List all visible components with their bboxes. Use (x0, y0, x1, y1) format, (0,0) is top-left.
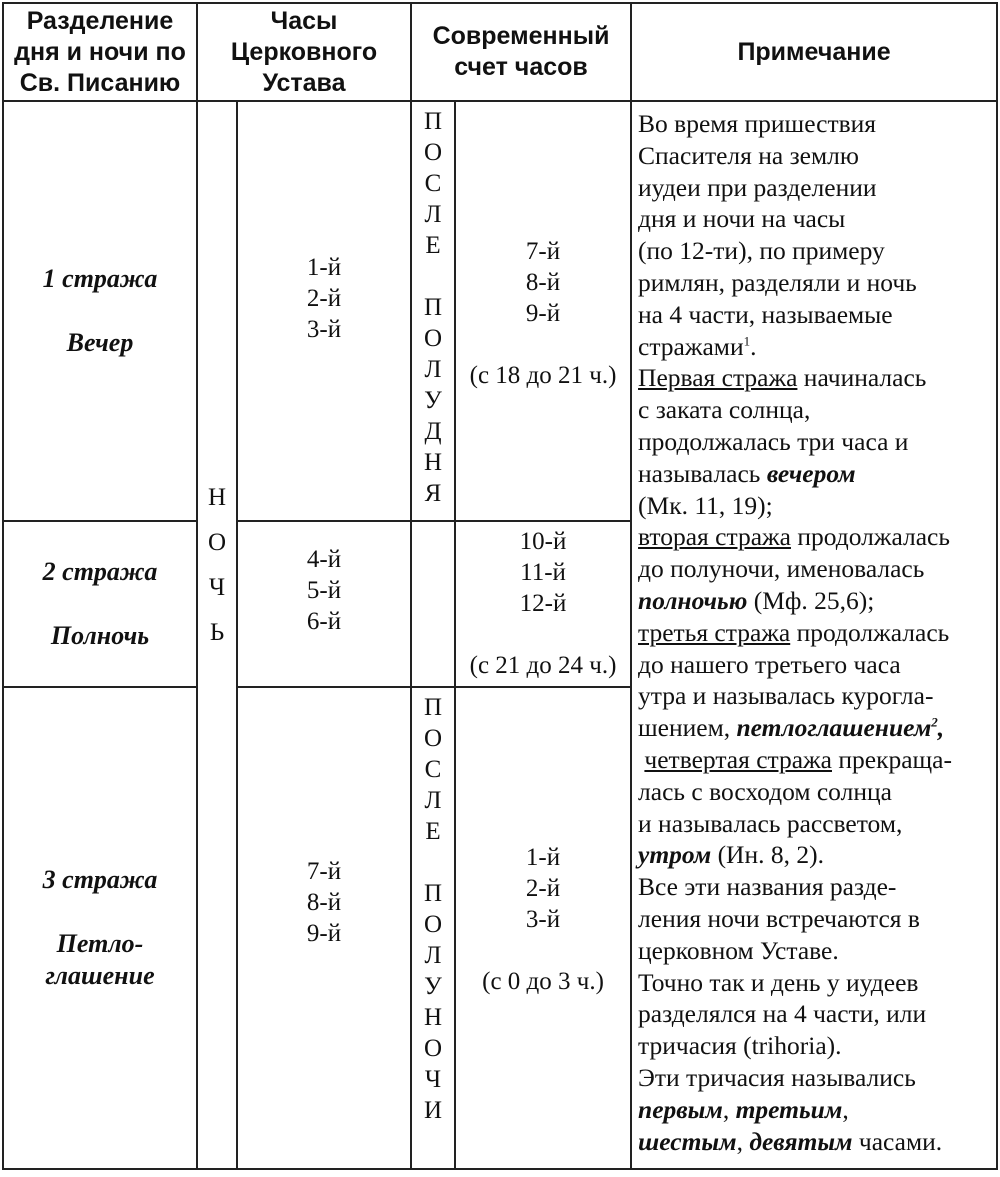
modern-hours-cell: 10-й 11-й 12-й (с 21 до 24 ч.) (455, 521, 631, 687)
modern-hours-cell: 7-й 8-й 9-й (с 18 до 21 ч.) (455, 101, 631, 521)
header-row (3, 3, 997, 101)
note-cell: Во время пришествия Спасителя на землю иудеи при разделении дня и ночи на часы (по 12-ти), по примеру римлян, разделяли и ночь на 4 части, называемые стражами$^1$. Первая стража начиналась с заката солнца, продолжалась три часа и называлась вечером (Мк. 11, 19); вторая стража продолжалась до полуночи, именовалась полночью (Мф. 25,6); третья стража продолжалась до нашего третьего часа утра и называлась курогла- шением, петлоглашением$^2$, четвертая стража прекраща- лась с восходом солнца и называлась рассветом, утром (Ин. 8, 2). Все эти названия разде- ления ночи встречаются в церковном Уставе. Точно так и день у иудеев разделялся на 4 части, или тричасия (trihoria). Эти тричасия назывались первым, третьим, шестым, девятым часами. (631, 101, 997, 1169)
night-vertical-cell: Н О Ч Ь (197, 101, 237, 1169)
watch-cell: 2 стража Полночь (3, 521, 197, 687)
church-hours-cell: 4-й 5-й 6-й (237, 521, 411, 687)
watch-cell: 1 стража Вечер (3, 101, 197, 521)
header-note: Примечание (631, 3, 997, 101)
church-hours-cell: 7-й 8-й 9-й (237, 687, 411, 1169)
after-noon-vertical-cell: П О С Л Е П О Л У Д Н Я (411, 101, 455, 521)
table-row (3, 101, 997, 521)
modern-hours-cell: 1-й 2-й 3-й (с 0 до 3 ч.) (455, 687, 631, 1169)
empty-vertical-cell (411, 521, 455, 687)
header-division: Разделение дня и ночи по Св. Писанию (3, 3, 197, 101)
watch-cell: 3 стража Петло- глашение (3, 687, 197, 1169)
after-midnight-vertical-cell: П О С Л Е П О Л У Н О Ч И (411, 687, 455, 1169)
header-modern-hours: Современный счет часов (411, 3, 631, 101)
church-hours-cell: 1-й 2-й 3-й (237, 101, 411, 521)
header-church-hours: Часы Церковного Устава (197, 3, 411, 101)
hours-table (2, 2, 998, 1170)
